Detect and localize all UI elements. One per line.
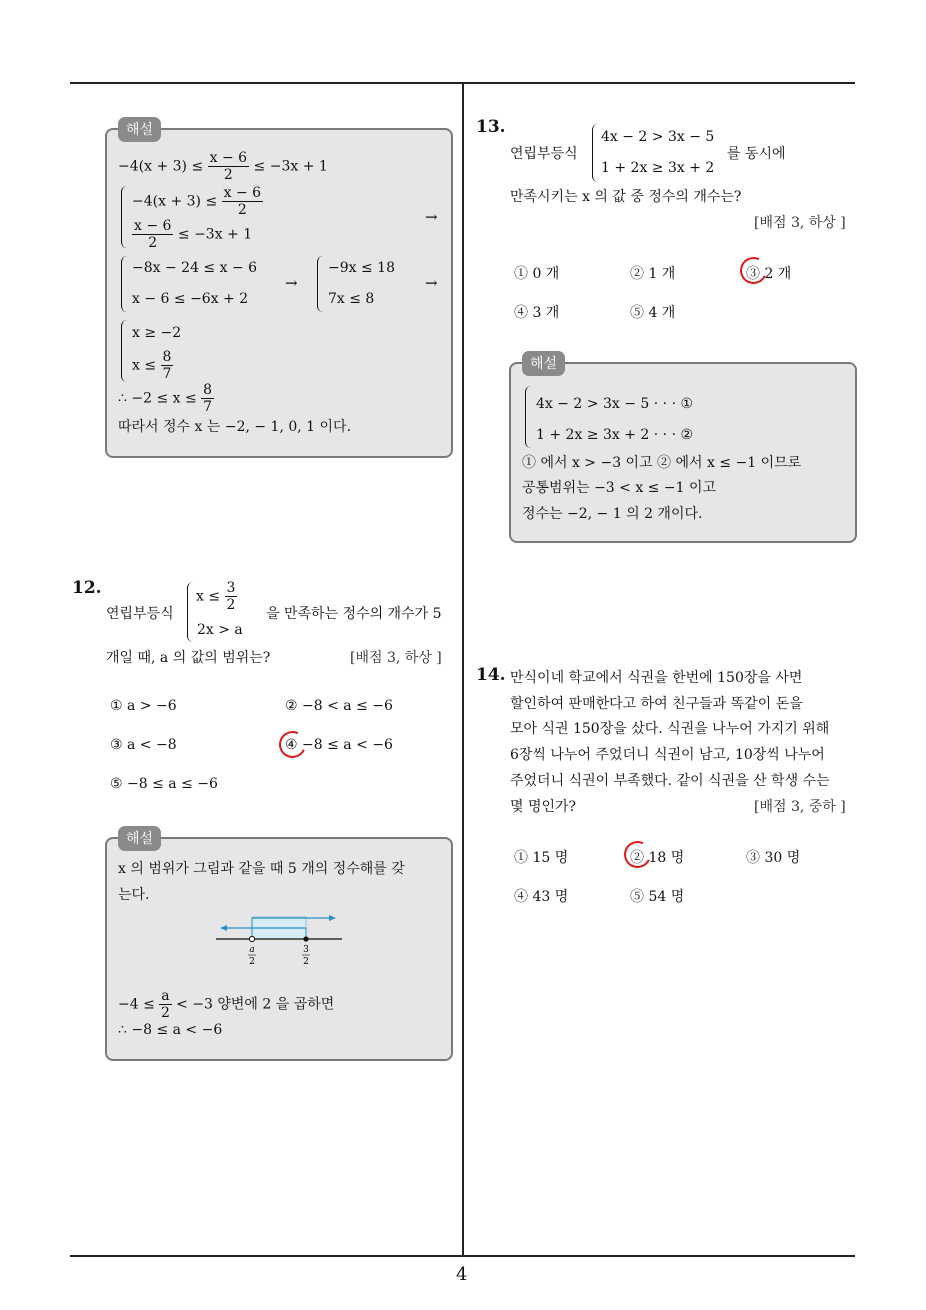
svg-text:a: a [249,945,255,955]
sol13-line2: 1 + 2x ≥ 3x + 2 · · · ② [536,427,694,443]
sol13-line3: ① 에서 x > −3 이고 ② 에서 x ≤ −1 이므로 [522,455,802,471]
bottom-rule [70,1255,855,1257]
sol11-line7: 7x ≤ 8 [328,291,375,307]
sol11-line3: $\frac{x - 6}{2}$ ≤ −3x + 1 [134,218,253,251]
arrow-right-icon [329,915,336,921]
q12-score: [배점 3, 하상 ] [350,650,442,666]
sol11-line6: −9x ≤ 18 [328,260,395,276]
q12-sys1: x ≤ $\frac{3}{2}$ [196,580,236,613]
q13-sys2: 1 + 2x ≥ 3x + 2 [601,160,715,176]
svg-text:3: 3 [303,945,309,955]
fraction: $\frac{x - 6}{2}$ [223,185,262,218]
sol12-line4: ∴ −8 ≤ a < −6 [118,1022,223,1038]
q14-line5: 주었더니 식권이 부족했다. 같이 식권을 산 학생 수는 [510,773,830,789]
q13-line2: 만족시키는 x 의 값 중 정수의 개수는? [510,189,742,205]
q14-option-4[interactable]: ④ 43 명 [514,889,569,905]
q13-after: 를 동시에 [727,146,786,162]
sol11-line4: −8x − 24 ≤ x − 6 [132,260,258,276]
solution-tag-11: 해설 [118,117,161,142]
question-number-14: 14. [476,665,506,685]
q14-score: [배점 3, 중하 ] [754,799,846,815]
sol11-line5: x − 6 ≤ −6x + 2 [132,291,249,307]
sol13-line5: 정수는 −2, − 1 의 2 개이다. [522,506,703,522]
fraction: $\frac{3}{2}$ [226,580,236,613]
arrow-icon: → [425,208,438,226]
sol12-line2: 는다. [118,887,150,903]
q13-sys1: 4x − 2 > 3x − 5 [601,129,715,145]
brace [525,386,532,448]
q12-sys2: 2x > a [197,622,243,638]
q14-option-2[interactable]: ② 18 명 [630,850,685,866]
q13-option-4[interactable]: ④ 3 개 [514,305,560,321]
sol13-line1: 4x − 2 > 3x − 5 · · · ① [536,396,694,412]
fraction: $\frac{8}{7}$ [203,382,213,415]
q12-line2: 개일 때, a 의 값의 범위는? [106,650,271,666]
number-line-diagram [210,910,350,972]
fraction: $\frac{x - 6}{2}$ [209,150,248,183]
brace [187,582,194,642]
q14-option-1[interactable]: ① 15 명 [514,850,569,866]
q12-option-3[interactable]: ③ a < −8 [110,737,177,753]
q12-after: 을 만족하는 정수의 개수가 5 [266,606,442,622]
q13-option-5[interactable]: ⑤ 4 개 [630,305,676,321]
q12-option-1[interactable]: ① a > −6 [110,698,177,714]
q12-option-5[interactable]: ⑤ −8 ≤ a ≤ −6 [110,776,218,792]
q12-option-4[interactable]: ④ −8 ≤ a < −6 [285,737,393,753]
svg-text:2: 2 [249,957,255,967]
q14-option-5[interactable]: ⑤ 54 명 [630,889,685,905]
column-divider [462,84,464,1256]
arrow-icon: → [425,274,438,292]
q13-option-1[interactable]: ① 0 개 [514,266,560,282]
q14-line2: 할인하여 판매한다고 하여 친구들과 똑같이 돈을 [510,696,803,712]
sol11-line2: −4(x + 3) ≤ $\frac{x - 6}{2}$ [132,185,262,218]
q14-line6: 몇 명인가? [510,799,577,815]
sol11-line10: ∴ −2 ≤ x ≤ $\frac{8}{7}$ [118,382,213,415]
page-number: 4 [456,1264,468,1285]
arrow-icon: → [285,274,298,292]
fraction: $\frac{a}{2}$ [161,988,170,1021]
fraction: $\frac{x - 6}{2}$ [134,218,172,251]
sol13-line4: 공통범위는 −3 < x ≤ −1 이고 [522,480,717,496]
q13-intro: 연립부등식 [510,146,578,162]
q12-intro: 연립부등식 [106,606,174,622]
sol12-line1: x 의 범위가 그림과 같을 때 5 개의 정수해를 갖 [118,861,405,877]
closed-point [303,936,308,941]
open-point [249,936,254,941]
solution-tag-12: 해설 [118,826,161,851]
brace [121,320,128,382]
sol11-line11: 따라서 정수 x 는 −2, − 1, 0, 1 이다. [118,419,352,435]
brace [317,256,324,312]
arrow-left-icon [220,925,227,931]
q13-score: [배점 3, 하상 ] [754,215,846,231]
q14-line4: 6장씩 나누어 주었더니 식권이 남고, 10장씩 나누어 [510,747,825,763]
question-number-12: 12. [72,578,102,598]
sol11-line1: −4(x + 3) ≤ $\frac{x - 6}{2}$ ≤ −3x + 1 [118,150,328,183]
brace [121,256,128,312]
brace [121,186,128,248]
sol11-line8: x ≥ −2 [132,325,182,341]
fraction: $\frac{8}{7}$ [162,349,172,382]
q14-line1: 만식이네 학교에서 식권을 한번에 150장을 사면 [510,670,803,686]
q13-option-3[interactable]: ③ 2 개 [746,266,792,282]
brace [592,124,599,182]
sol12-line3: −4 ≤ $\frac{a}{2}$ < −3 양변에 2 을 곱하면 [118,988,335,1021]
q13-option-2[interactable]: ② 1 개 [630,266,676,282]
q14-line3: 모아 식권 150장을 샀다. 식권을 나누어 가지기 위해 [510,721,830,737]
answer-mark-circle [275,727,310,762]
sol11-line9: x ≤ $\frac{8}{7}$ [132,349,172,382]
svg-text:2: 2 [303,957,309,967]
q14-option-3[interactable]: ③ 30 명 [746,850,801,866]
question-number-13: 13. [476,117,506,137]
q12-option-2[interactable]: ② −8 < a ≤ −6 [285,698,393,714]
solution-tag-13: 해설 [522,351,565,376]
